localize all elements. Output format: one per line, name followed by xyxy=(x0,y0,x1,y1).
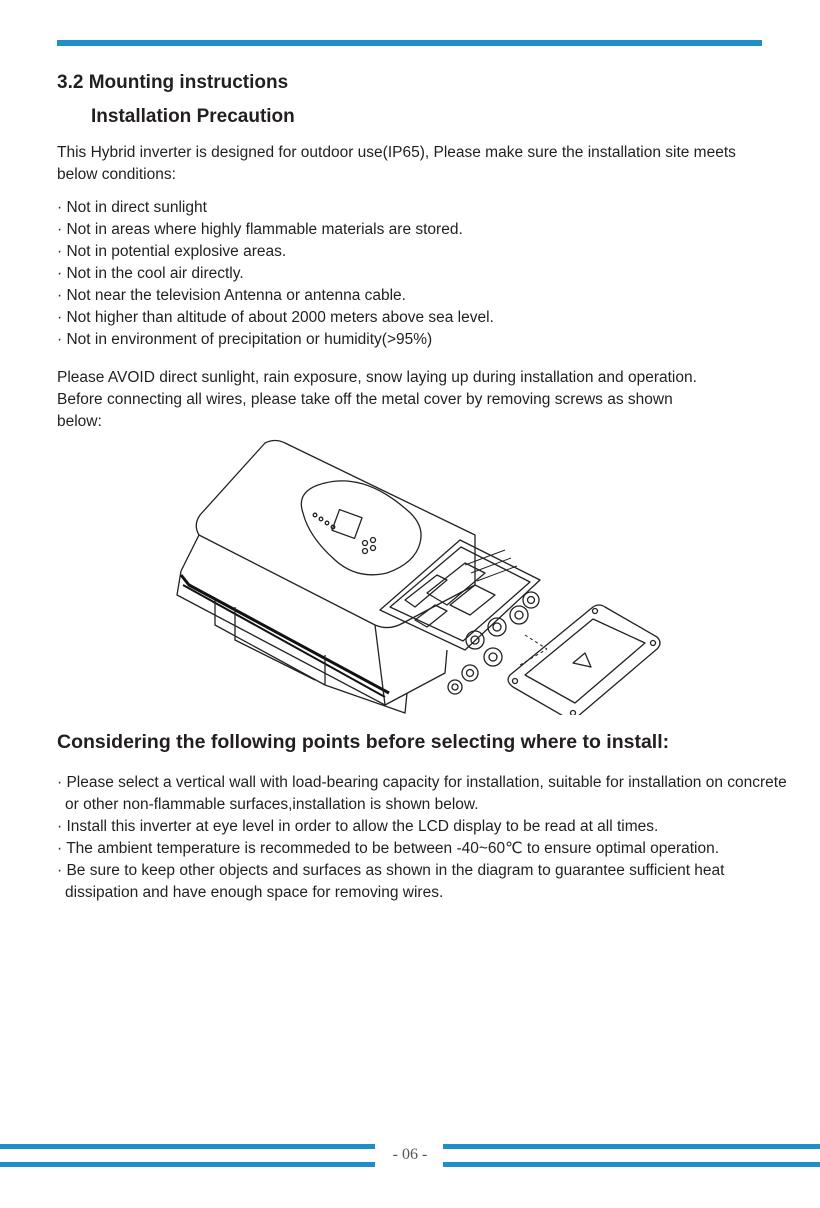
header-rule xyxy=(57,40,762,46)
list-item: · Not higher than altitude of about 2000 meters above sea level. xyxy=(57,309,494,326)
inverter-cover-removal-figure xyxy=(175,435,665,715)
list-item: · Be sure to keep other objects and surfaces as shown in the diagram to guarantee sufficient heat dissipation and have enough space for removing wires. xyxy=(57,862,725,901)
intro-paragraph: This Hybrid inverter is designed for outdoor use(IP65), Please make sure the installation site meets below conditions: xyxy=(57,144,736,183)
list-item: · Not in areas where highly flammable materials are stored. xyxy=(57,221,463,238)
list-item: · Install this inverter at eye level in order to allow the LCD display to be read at all times. xyxy=(57,818,659,835)
list-item: · Not in potential explosive areas. xyxy=(57,243,287,260)
list-item: · The ambient temperature is recommeded to be between -40~60℃ to ensure optimal operation. xyxy=(57,840,720,857)
conditions-list xyxy=(57,197,494,351)
footer-rule-right-top xyxy=(443,1144,820,1149)
page-number: - 06 - xyxy=(392,1146,428,1163)
considering-title: Considering the following points before selecting where to install: xyxy=(57,731,670,753)
section-title: 3.2 Mounting instructions xyxy=(57,72,289,93)
list-item: · Not in direct sunlight xyxy=(57,199,207,216)
footer-rule-left-top xyxy=(0,1144,375,1149)
list-item: · Please select a vertical wall with load-bearing capacity for installation, suitable for installation on concrete or other non-flammable surfaces,installation is shown below. xyxy=(57,774,787,813)
list-item: · Not in the cool air directly. xyxy=(57,265,244,282)
list-item: · Not near the television Antenna or antenna cable. xyxy=(57,287,406,304)
footer-rule-right-bottom xyxy=(443,1162,820,1167)
avoid-paragraph: Please AVOID direct sunlight, rain exposure, snow laying up during installation and operation. Before connecting all wires, please take off the metal cover by removing screws as shown below: xyxy=(57,369,697,430)
considering-list xyxy=(57,772,797,904)
sub-title: Installation Precaution xyxy=(91,106,295,127)
footer-rule-left-bottom xyxy=(0,1162,375,1167)
list-item: · Not in environment of precipitation or humidity(>95%) xyxy=(57,331,433,348)
